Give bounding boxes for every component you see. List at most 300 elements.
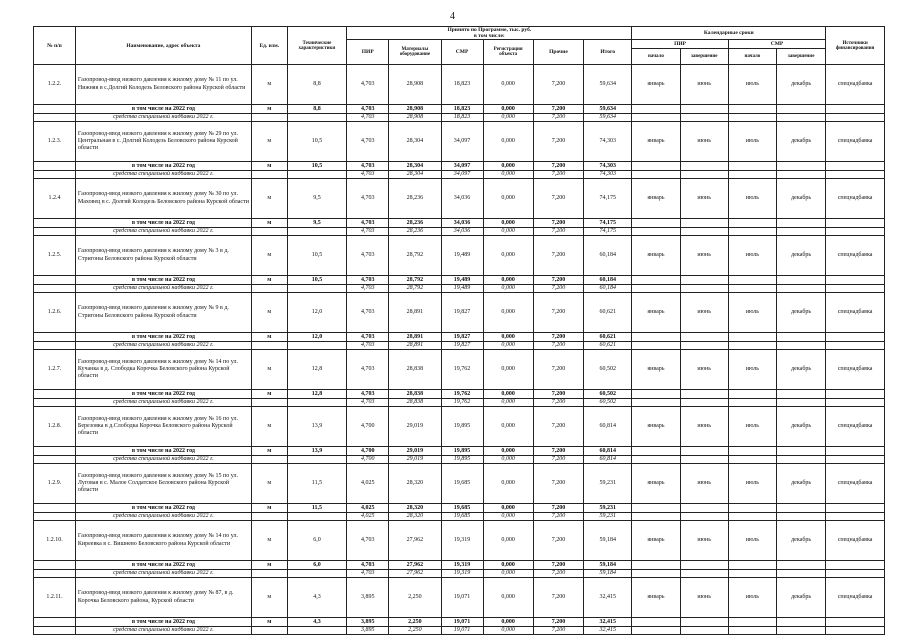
cell-pir-start: январь <box>632 578 680 618</box>
empty-cell <box>826 513 885 521</box>
empty-cell <box>776 219 825 228</box>
empty-cell <box>680 513 728 521</box>
cell-pir: 4,703 <box>347 171 389 179</box>
cell-source: спецнадбавка <box>826 179 885 219</box>
table-row-2022 <box>34 561 885 570</box>
header-pir: ПИР <box>347 40 389 65</box>
cell-source: спецнадбавка <box>826 122 885 162</box>
cell-pir-start: январь <box>632 236 680 276</box>
table-row-special <box>34 342 885 350</box>
cell-mat: 28,792 <box>389 236 441 276</box>
empty-cell <box>826 285 885 293</box>
empty-cell <box>826 171 885 179</box>
cell-pir-start: январь <box>632 65 680 105</box>
cell-smr: 19,827 <box>441 293 483 333</box>
empty-cell <box>728 570 776 578</box>
cell-total: 60,621 <box>584 333 632 342</box>
cell-name: Газопровод-ввод низкого давления к жилому дому № 16 по ул. Березовка в д.Слободка Корочка Беловского района Курской области <box>75 407 251 447</box>
header-of-which: в том числе: <box>473 33 505 39</box>
empty-cell <box>680 618 728 627</box>
table-row-special <box>34 171 885 179</box>
empty-cell <box>680 333 728 342</box>
cell-tech: 11,5 <box>287 464 347 504</box>
cell-mat: 28,891 <box>389 333 441 342</box>
cell-name: Газопровод-ввод низкого давления к жилому дому № 9 в д. Стригоны Беловского района Курской области <box>75 293 251 333</box>
cell-reg: 0,000 <box>483 513 533 521</box>
empty-cell <box>287 228 347 236</box>
cell-smr: 18,823 <box>441 114 483 122</box>
cell-smr: 19,489 <box>441 285 483 293</box>
cell-tech: 11,5 <box>287 504 347 513</box>
cell-mat: 27,962 <box>389 521 441 561</box>
cell-mat: 2,250 <box>389 627 441 635</box>
cell-mat: 28,908 <box>389 65 441 105</box>
empty-cell <box>776 162 825 171</box>
cell-reg: 0,000 <box>483 447 533 456</box>
cell-reg: 0,000 <box>483 578 533 618</box>
cell-tech: 10,5 <box>287 276 347 285</box>
empty-cell <box>826 618 885 627</box>
cell-mat: 29,019 <box>389 447 441 456</box>
cell-pir: 4,703 <box>347 342 389 350</box>
cell-smr-start: июль <box>728 293 776 333</box>
cell-mat: 28,838 <box>389 350 441 390</box>
empty-cell <box>728 171 776 179</box>
cell-unit: м <box>251 122 287 162</box>
cell-tech: 12,0 <box>287 333 347 342</box>
cell-source: спецнадбавка <box>826 65 885 105</box>
table-row <box>34 179 885 219</box>
cell-mat: 28,320 <box>389 513 441 521</box>
empty-cell <box>34 399 76 407</box>
cell-pir-end: июнь <box>680 179 728 219</box>
empty-cell <box>680 228 728 236</box>
empty-cell <box>287 627 347 635</box>
cell-tech: 4,3 <box>287 578 347 618</box>
cell-mat: 28,236 <box>389 219 441 228</box>
cell-smr-end: декабрь <box>776 236 825 276</box>
cell-unit: м <box>251 276 287 285</box>
header-pir-end: завершение <box>680 49 728 65</box>
empty-cell <box>728 228 776 236</box>
cell-pir-start: январь <box>632 293 680 333</box>
cell-pir: 3,895 <box>347 618 389 627</box>
cell-tech: 13,9 <box>287 447 347 456</box>
cell-total: 60,502 <box>584 390 632 399</box>
table-row-special <box>34 513 885 521</box>
empty-cell <box>632 276 680 285</box>
cell-other: 7,200 <box>533 276 583 285</box>
sub-label: в том числе на 2022 год <box>75 561 251 570</box>
cell-smr-end: декабрь <box>776 350 825 390</box>
table-row <box>34 293 885 333</box>
cell-mat: 28,236 <box>389 228 441 236</box>
cell-num: 1.2.3. <box>34 122 76 162</box>
empty-cell <box>680 627 728 635</box>
cell-other: 7,200 <box>533 228 583 236</box>
empty-cell <box>632 399 680 407</box>
cell-total: 74,303 <box>584 162 632 171</box>
table-row-2022 <box>34 276 885 285</box>
sub-label: в том числе на 2022 год <box>75 390 251 399</box>
empty-cell <box>632 219 680 228</box>
cell-pir: 4,700 <box>347 447 389 456</box>
cell-total: 60,502 <box>584 350 632 390</box>
cell-source: спецнадбавка <box>826 464 885 504</box>
empty-cell <box>776 276 825 285</box>
cell-tech: 10,5 <box>287 162 347 171</box>
empty-cell <box>826 276 885 285</box>
header-source: Источники финансирования <box>826 27 885 65</box>
cell-reg: 0,000 <box>483 179 533 219</box>
cell-unit: м <box>251 105 287 114</box>
cell-pir: 4,700 <box>347 456 389 464</box>
cell-total: 74,175 <box>584 179 632 219</box>
empty-cell <box>680 162 728 171</box>
cell-smr: 19,071 <box>441 627 483 635</box>
cell-mat: 2,250 <box>389 618 441 627</box>
program-table <box>33 26 885 635</box>
header-calendar: Календарные сроки <box>632 27 826 40</box>
spec-label: средства специальной надбавки 2022 г. <box>75 627 251 635</box>
cell-reg: 0,000 <box>483 236 533 276</box>
cell-unit: м <box>251 464 287 504</box>
cell-reg: 0,000 <box>483 570 533 578</box>
empty-cell <box>34 627 76 635</box>
cell-num: 1.2.6. <box>34 293 76 333</box>
empty-cell <box>728 342 776 350</box>
cell-reg: 0,000 <box>483 122 533 162</box>
empty-cell <box>826 447 885 456</box>
empty-cell <box>776 561 825 570</box>
empty-cell <box>34 456 76 464</box>
table-row <box>34 464 885 504</box>
table-row <box>34 350 885 390</box>
empty-cell <box>632 285 680 293</box>
spec-label: средства специальной надбавки 2022 г. <box>75 342 251 350</box>
empty-cell <box>776 390 825 399</box>
cell-mat: 28,838 <box>389 390 441 399</box>
cell-pir: 4,703 <box>347 105 389 114</box>
header-accepted <box>347 27 632 40</box>
empty-cell <box>728 399 776 407</box>
header-pir-start: начало <box>632 49 680 65</box>
cell-total: 59,231 <box>584 464 632 504</box>
table-row-2022 <box>34 219 885 228</box>
cell-pir-end: июнь <box>680 293 728 333</box>
sub-label: в том числе на 2022 год <box>75 162 251 171</box>
cell-total: 74,303 <box>584 122 632 162</box>
empty-cell <box>776 285 825 293</box>
empty-cell <box>728 219 776 228</box>
empty-cell <box>632 513 680 521</box>
empty-cell <box>632 627 680 635</box>
cell-total: 60,814 <box>584 456 632 464</box>
cell-total: 59,184 <box>584 570 632 578</box>
empty-cell <box>776 105 825 114</box>
empty-cell <box>776 513 825 521</box>
empty-cell <box>776 570 825 578</box>
cell-pir-end: июнь <box>680 122 728 162</box>
cell-smr: 19,827 <box>441 342 483 350</box>
cell-reg: 0,000 <box>483 399 533 407</box>
cell-smr: 19,762 <box>441 399 483 407</box>
cell-total: 60,502 <box>584 399 632 407</box>
empty-cell <box>251 513 287 521</box>
cell-pir: 4,025 <box>347 504 389 513</box>
empty-cell <box>728 333 776 342</box>
cell-total: 60,184 <box>584 285 632 293</box>
empty-cell <box>728 447 776 456</box>
empty-cell <box>34 114 76 122</box>
empty-cell <box>728 105 776 114</box>
cell-unit: м <box>251 350 287 390</box>
cell-smr: 34,036 <box>441 228 483 236</box>
cell-total: 74,303 <box>584 171 632 179</box>
cell-total: 59,231 <box>584 504 632 513</box>
cell-mat: 28,838 <box>389 399 441 407</box>
cell-other: 7,200 <box>533 285 583 293</box>
empty-cell <box>34 447 76 456</box>
cell-reg: 0,000 <box>483 342 533 350</box>
cell-source: спецнадбавка <box>826 350 885 390</box>
empty-cell <box>632 162 680 171</box>
table-row <box>34 65 885 105</box>
cell-total: 59,634 <box>584 65 632 105</box>
cell-unit: м <box>251 162 287 171</box>
empty-cell <box>776 618 825 627</box>
empty-cell <box>34 618 76 627</box>
table-row <box>34 236 885 276</box>
cell-pir: 4,703 <box>347 236 389 276</box>
cell-total: 74,175 <box>584 219 632 228</box>
table-row-2022 <box>34 390 885 399</box>
empty-cell <box>728 114 776 122</box>
cell-smr: 19,827 <box>441 333 483 342</box>
cell-num: 1.2.11. <box>34 578 76 618</box>
cell-pir-start: январь <box>632 407 680 447</box>
cell-total: 74,175 <box>584 228 632 236</box>
empty-cell <box>826 114 885 122</box>
empty-cell <box>776 171 825 179</box>
cell-reg: 0,000 <box>483 162 533 171</box>
table-row <box>34 407 885 447</box>
cell-mat: 28,304 <box>389 162 441 171</box>
table-row-2022 <box>34 105 885 114</box>
empty-cell <box>34 171 76 179</box>
cell-other: 7,200 <box>533 333 583 342</box>
empty-cell <box>34 285 76 293</box>
cell-smr-end: декабрь <box>776 578 825 618</box>
cell-smr: 19,319 <box>441 521 483 561</box>
cell-total: 59,634 <box>584 105 632 114</box>
cell-other: 7,200 <box>533 578 583 618</box>
cell-smr: 18,823 <box>441 65 483 105</box>
spec-label: средства специальной надбавки 2022 г. <box>75 456 251 464</box>
cell-reg: 0,000 <box>483 390 533 399</box>
empty-cell <box>680 285 728 293</box>
empty-cell <box>251 342 287 350</box>
cell-pir: 4,703 <box>347 162 389 171</box>
cell-unit: м <box>251 618 287 627</box>
cell-mat: 28,320 <box>389 464 441 504</box>
cell-smr-start: июль <box>728 179 776 219</box>
cell-source: спецнадбавка <box>826 521 885 561</box>
cell-smr-start: июль <box>728 122 776 162</box>
spec-label: средства специальной надбавки 2022 г. <box>75 228 251 236</box>
cell-source: спецнадбавка <box>826 293 885 333</box>
cell-total: 59,184 <box>584 561 632 570</box>
cell-num: 1.2.2. <box>34 65 76 105</box>
cell-num: 1.2.9. <box>34 464 76 504</box>
header-smr-end: завершение <box>776 49 825 65</box>
cell-num: 1.2.8. <box>34 407 76 447</box>
header-name: Наименование, адрес объекта <box>75 27 251 65</box>
cell-unit: м <box>251 504 287 513</box>
table-body <box>34 65 885 635</box>
cell-other: 7,200 <box>533 342 583 350</box>
empty-cell <box>34 342 76 350</box>
table-row <box>34 122 885 162</box>
cell-unit: м <box>251 447 287 456</box>
cell-mat: 27,962 <box>389 570 441 578</box>
cell-other: 7,200 <box>533 447 583 456</box>
empty-cell <box>287 513 347 521</box>
cell-other: 7,200 <box>533 513 583 521</box>
cell-name: Газопровод-ввод низкого давления к жилому дому № 11 по ул. Нижняя в с.Долгий Колодезь Беловского района Курской области <box>75 65 251 105</box>
cell-pir: 4,703 <box>347 293 389 333</box>
sub-label: в том числе на 2022 год <box>75 219 251 228</box>
cell-tech: 6,0 <box>287 521 347 561</box>
empty-cell <box>680 219 728 228</box>
cell-unit: м <box>251 407 287 447</box>
cell-mat: 28,792 <box>389 276 441 285</box>
empty-cell <box>251 285 287 293</box>
cell-pir: 4,703 <box>347 561 389 570</box>
sub-label: в том числе на 2022 год <box>75 105 251 114</box>
cell-name: Газопровод-ввод низкого давления к жилому дому № 87, в д. Корочка Беловского района, Курской области <box>75 578 251 618</box>
header-cal-smr: СМР <box>728 40 825 49</box>
cell-reg: 0,000 <box>483 407 533 447</box>
cell-smr: 19,489 <box>441 276 483 285</box>
cell-unit: м <box>251 333 287 342</box>
empty-cell <box>680 504 728 513</box>
cell-other: 7,200 <box>533 236 583 276</box>
cell-reg: 0,000 <box>483 456 533 464</box>
cell-smr: 19,685 <box>441 464 483 504</box>
cell-pir-end: июнь <box>680 65 728 105</box>
cell-reg: 0,000 <box>483 333 533 342</box>
cell-pir-end: июнь <box>680 464 728 504</box>
cell-tech: 4,3 <box>287 618 347 627</box>
empty-cell <box>728 618 776 627</box>
cell-smr: 19,895 <box>441 447 483 456</box>
cell-smr-end: декабрь <box>776 407 825 447</box>
header-num: № п/п <box>34 27 76 65</box>
empty-cell <box>632 105 680 114</box>
table-row-2022 <box>34 504 885 513</box>
header-materials: Материалы оборудование <box>389 40 441 65</box>
table-row-special <box>34 570 885 578</box>
cell-smr: 19,071 <box>441 618 483 627</box>
header-smr: СМР <box>441 40 483 65</box>
cell-reg: 0,000 <box>483 618 533 627</box>
empty-cell <box>34 219 76 228</box>
cell-pir: 4,025 <box>347 464 389 504</box>
empty-cell <box>632 570 680 578</box>
cell-pir-end: июнь <box>680 236 728 276</box>
cell-other: 7,200 <box>533 105 583 114</box>
empty-cell <box>776 447 825 456</box>
empty-cell <box>287 456 347 464</box>
cell-pir: 4,703 <box>347 399 389 407</box>
cell-name: Газопровод-ввод низкого давления к жилому дому № 14 по ул. Киреевка в с. Вишнево Беловского района Курской области <box>75 521 251 561</box>
table-row <box>34 521 885 561</box>
empty-cell <box>826 162 885 171</box>
empty-cell <box>776 333 825 342</box>
cell-smr: 34,036 <box>441 179 483 219</box>
cell-pir-end: июнь <box>680 407 728 447</box>
cell-reg: 0,000 <box>483 627 533 635</box>
empty-cell <box>287 114 347 122</box>
cell-num: 1.2.4 <box>34 179 76 219</box>
header-tech: Технические характеристики <box>287 27 347 65</box>
empty-cell <box>826 570 885 578</box>
cell-mat: 28,908 <box>389 105 441 114</box>
sub-label: в том числе на 2022 год <box>75 447 251 456</box>
cell-mat: 28,236 <box>389 179 441 219</box>
cell-smr: 34,036 <box>441 219 483 228</box>
cell-pir: 4,703 <box>347 179 389 219</box>
cell-smr: 34,097 <box>441 162 483 171</box>
empty-cell <box>776 504 825 513</box>
cell-tech: 12,0 <box>287 293 347 333</box>
cell-smr: 19,895 <box>441 456 483 464</box>
cell-reg: 0,000 <box>483 276 533 285</box>
cell-other: 7,200 <box>533 65 583 105</box>
cell-smr: 34,097 <box>441 171 483 179</box>
empty-cell <box>680 342 728 350</box>
cell-name: Газопровод-ввод низкого давления к жилому дому № 29 по ул. Центральная в с. Долгий Колодезь Беловского района Курской области <box>75 122 251 162</box>
cell-other: 7,200 <box>533 171 583 179</box>
cell-reg: 0,000 <box>483 114 533 122</box>
cell-total: 59,184 <box>584 521 632 561</box>
empty-cell <box>728 285 776 293</box>
empty-cell <box>680 570 728 578</box>
cell-other: 7,200 <box>533 350 583 390</box>
cell-smr: 18,823 <box>441 105 483 114</box>
empty-cell <box>728 456 776 464</box>
empty-cell <box>826 561 885 570</box>
cell-reg: 0,000 <box>483 293 533 333</box>
header-smr-start: начало <box>728 49 776 65</box>
empty-cell <box>680 276 728 285</box>
cell-unit: м <box>251 65 287 105</box>
cell-smr-end: декабрь <box>776 179 825 219</box>
cell-num: 1.2.5. <box>34 236 76 276</box>
cell-mat: 28,304 <box>389 122 441 162</box>
header-registration: Регистрация объекта <box>483 40 533 65</box>
cell-smr-start: июль <box>728 236 776 276</box>
empty-cell <box>287 399 347 407</box>
empty-cell <box>826 333 885 342</box>
empty-cell <box>680 447 728 456</box>
empty-cell <box>287 171 347 179</box>
cell-total: 60,814 <box>584 407 632 447</box>
table-row-special <box>34 399 885 407</box>
cell-smr: 19,895 <box>441 407 483 447</box>
cell-mat: 28,891 <box>389 293 441 333</box>
